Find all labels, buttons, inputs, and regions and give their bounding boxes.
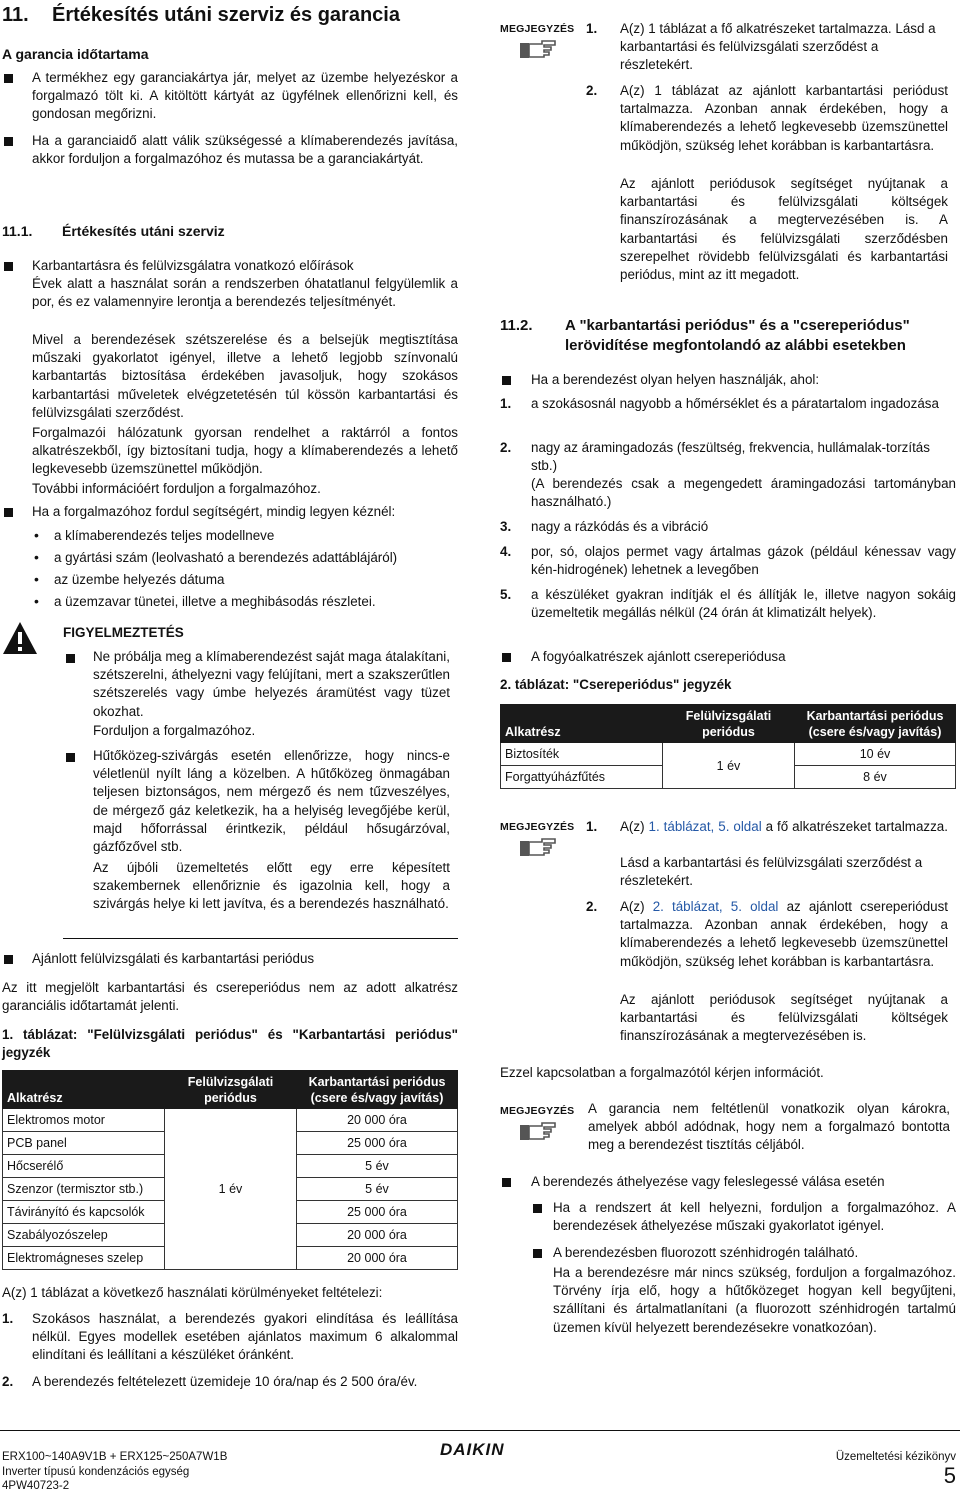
note-label: MEGJEGYZÉS [500,23,575,35]
table1-cell-maint: 20 000 óra [297,1224,458,1247]
note2-item-1: A(z) 1. táblázat, 5. oldal a fő alkatrészeket tartalmazza. [620,819,948,834]
table-1 [2,1070,458,1270]
consumables-bullet: A fogyóalkatrészek ajánlott csereperiódusa [531,649,786,664]
note-label: MEGJEGYZÉS [500,821,575,833]
warning-title: FIGYELMEZTETÉS [63,625,184,640]
note-label: MEGJEGYZÉS [500,1105,575,1117]
subsection-title: Értékesítés utáni szerviz [62,223,225,239]
note-number: 1. [586,21,598,36]
condition-item: a készüléket gyakran indítják el és állítják le, illetve nagyon sokáig üzemeltetik megállás nélkül (24 órán át klimatizált helyek). [531,587,956,621]
bullet-square-icon [4,508,13,517]
table2-cell-part: Biztosíték [501,743,663,766]
note-number: 1. [586,819,598,834]
assumptions-intro: A(z) 1 táblázat a következő használati körülményeket feltételezi: [2,1285,383,1300]
dot-bullet: • [34,593,39,609]
relocation-item-2b: Ha a berendezésre már nincs szükség, forduljon a forgalmazóhoz. Törvény írja elő, hogy a hűtőközeget hogyan kell begyűjteni, szállítani és ártalmatlanítani (a fluorozott szénhidrogén tartalmú üzemen kívül helyezett berendezésekre vonatkozóan). [553,1265,956,1335]
warning-item-2b: Az újbóli üzemeltetés előtt egy erre képesített szakembernek ellenőriznie és igazolnia kell, hogy a szivárgás helye ki lett javítva, és a berendezés használható. [93,860,450,912]
warranty-heading: A garancia időtartama [2,46,149,62]
maintenance-para-3: Forgalmazói hálózatunk gyorsan rendelhet a raktárról a fontos alkatrészekből, így biztosítani tudja, hogy a klímaberendezés a lehető legkevesebb üzemszünettel működjön. [32,425,458,477]
checklist-item: a klímaberendezés teljes modellneve [54,528,275,543]
note1-item-2a: A(z) 1 táblázat az ajánlott karbantartási periódust tartalmazza. Azonban annak érdekében, hogy a klímaberendezés a lehető legkevesebb üzemszünettel működjön, szükség lehet korábban is karbantartásra. [620,83,948,153]
bullet-square-icon [533,1204,542,1213]
note2-item-1b: Lásd a karbantartási és felülvizsgálati szerződést a részletekért. [620,855,923,889]
subsection2-number: 11.2. [500,317,533,334]
checklist-item: az üzembe helyezés dátuma [54,572,225,587]
table-2 [500,704,956,789]
contact-dealer-text: Ezzel kapcsolatban a forgalmazótól kérjen információt. [500,1065,824,1080]
bullet-square-icon [66,654,75,663]
bullet-square-icon [4,137,13,146]
period-bullet: Ajánlott felülvizsgálati és karbantartási periódus [32,951,315,966]
table1-cell-maint: 20 000 óra [297,1247,458,1270]
bullet-square-icon [533,1249,542,1258]
warning-triangle-icon [2,620,38,656]
warning-item-1b: Forduljon a forgalmazóhoz. [93,723,256,738]
table1-cell-part: PCB panel [3,1132,165,1155]
assumption-item-2: A berendezés feltételezett üzemideje 10 óra/nap és 2 500 óra/év. [32,1374,418,1389]
table2-cell-maint: 10 év [795,743,956,766]
page-ref-link[interactable]: 5. oldal [718,819,762,834]
relocation-item-1: Ha a rendszert át kell helyezni, forduljon a forgalmazóhoz. A berendezések áthelyezése műszaki gyakorlatot igényel. [553,1200,956,1234]
table2-cell-part: Forgattyúházfűtés [501,766,663,789]
condition-number: 5. [500,587,512,602]
assumption-number: 2. [2,1374,14,1389]
dot-bullet: • [34,527,39,543]
maintenance-para-2: Mivel a berendezések szétszerelése és a belsejük megtisztítása műszaki gyakorlatot igényel, illetve a lehető legjobb színvonalú karbantartás biztosítása érdekében javasoljuk, hogy szokásos karbantartási műveletek elvégzetetésén túl kössön karbantartási és felülvizsgálati szerződést. [32,332,458,420]
table-ref-link[interactable]: 2. táblázat, [652,899,723,914]
condition-item-extra: (A berendezés csak a megengedett áramingadozási tartományban használható.) [531,476,956,510]
condition-item: nagy az áramingadozás (feszültség, frekvencia, hullámalak-torzítás stb.) [531,440,930,474]
maintenance-para-4: További információért forduljon a forgalmazóhoz. [32,481,321,496]
table1-header-inspection: Felülvizsgálati periódus [165,1071,297,1109]
condition-number: 1. [500,396,512,411]
bullet-square-icon [502,1178,511,1187]
table2-cell-maint: 8 év [795,766,956,789]
warranty-bullet-1: A termékhez egy garanciakártya jár, melyet az üzembe helyezéskor a forgalmazó tölt ki. A kitöltött kártyát az ügyfélnek ellenőrizni kell, és gondosan megőrizni. [32,70,458,122]
table-ref-link[interactable]: 1. táblázat, [648,819,715,834]
subsection2-title: A "karbantartási periódus" és a "csereperiódus" lerövidítése megfontolandó az alábbi esetekben [565,317,910,354]
table1-caption: 1. táblázat: "Felülvizsgálati periódus" és "Karbantartási periódus" jegyzék [2,1027,458,1061]
pointing-hand-icon [518,1120,558,1142]
footer-code: 4PW40723-2 [2,1480,70,1489]
condition-number: 2. [500,440,512,455]
warning-item-1: Ne próbálja meg a klímaberendezést saját maga átalakítani, szétszerelni, áthelyezni vagy felújítani, mert a szakszerűtlen szétszerelés vagy úmbe helyezés áramütést vagy tüzet okozhat. [93,649,450,719]
table1-cell-maint: 5 év [297,1178,458,1201]
table1-cell-maint: 25 000 óra [297,1132,458,1155]
contact-checklist-intro: Ha a forgalmazóhoz fordul segítségért, mindig legyen kéznél: [32,504,396,519]
section-number: 11. [2,4,29,26]
note-number: 2. [586,83,598,98]
table2-header-part: Alkatrész [501,705,663,743]
warning-divider [63,938,458,939]
checklist-item: a gyártási szám (leolvasható a berendezés adattáblájáról) [54,550,398,565]
assumption-number: 1. [2,1311,14,1326]
note1-item-2b: Az ajánlott periódusok segítséget nyújtanak a karbantartási és felülvizsgálati költségek finanszírozásának a megtervezésében is. A karbantartási és felülvizsgálati szerződésben szerepelhet rövidebb felülvizsgálati és karbantartási periódus, mint az itt megadott. [620,176,948,283]
warranty-bullet-2: Ha a garanciaidő alatt válik szükségessé a klímaberendezés javítása, akkor forduljon a forgalmazóhoz és mutassa be a garanciakártyát. [32,133,458,167]
table1-cell-maint: 5 év [297,1155,458,1178]
section-title: Értékesítés utáni szerviz és garancia [52,4,400,26]
table1-cell-part: Szenzor (termisztor stb.) [3,1178,165,1201]
condition-item: nagy a rázkódás és a vibráció [531,519,709,534]
pointing-hand-icon [518,38,558,60]
relocation-item-2a: A berendezésben fluorozott szénhidrogén található. [553,1245,859,1260]
checklist-item: a üzemzavar tünetei, illetve a meghibásodás részletei. [54,594,376,609]
daikin-logo: DAIKIN [440,1440,505,1459]
table2-cell-inspection: 1 év [663,743,795,789]
pointing-hand-icon [518,836,558,858]
bullet-square-icon [4,74,13,83]
page-ref-link[interactable]: 5. oldal [730,899,779,914]
note2-item-2: A(z) 2. táblázat, 5. oldal az ajánlott csereperiódust tartalmazza. Azonban annak érdekében, hogy a klímaberendezés a lehető legkevesebb üzemszünettel működjön, szükség lehet korábban is karbantartásra. [620,899,948,969]
table1-cell-maint: 20 000 óra [297,1109,458,1132]
note1-item-1: A(z) 1 táblázat a fő alkatrészeket tartalmazza. Lásd a karbantartási és felülvizsgálati szerződést a részletekért. [620,21,936,73]
warning-item-2: Hűtőközeg-szivárgás esetén ellenőrizze, hogy nincs-e véletlenül nyílt láng a közelben. A hűtőközeg önmagában teljesen biztonságos, nem mérgező és nem tűzveszélyes, de mérgező gáz keletkezik, ha a helyiség levegőjébe kerül, majd hőforrással érintkezik, például hősugárzóval, gázfőzővel stb. [93,748,450,855]
note3-text: A garancia nem feltétlenül vonatkozik olyan károkra, amelyek abból adódnak, hogy nem a forgalmazó bontotta meg a berendezést tisztítás céljából. [588,1101,950,1153]
bullet-square-icon [66,753,75,762]
subsection-number: 11.1. [2,223,33,239]
footer-description: Inverter típusú kondenzációs egység [2,1466,190,1478]
note2-item-2b: Az ajánlott periódusok segítséget nyújtanak a karbantartási és felülvizsgálati költségek finanszírozásának a megtervezésében is. [620,992,948,1044]
table1-cell-part: Elektromos motor [3,1109,165,1132]
table1-cell-inspection: 1 év [165,1109,297,1270]
dot-bullet: • [34,571,39,587]
table1-header-part: Alkatrész [3,1071,165,1109]
table1-cell-part: Szabályozószelep [3,1224,165,1247]
bullet-square-icon [502,376,511,385]
dot-bullet: • [34,549,39,565]
conditions-bullet: Ha a berendezést olyan helyen használják, ahol: [531,372,820,387]
footer-divider [0,1430,960,1431]
table1-cell-part: Hőcserélő [3,1155,165,1178]
footer-manual-title: Üzemeltetési kézikönyv [835,1451,956,1463]
footer-model: ERX100~140A9V1B + ERX125~250A7W1B [2,1451,228,1463]
table1-header-maintenance: Karbantartási periódus (csere és/vagy javítás) [297,1071,458,1109]
table2-caption: 2. táblázat: "Csereperiódus" jegyzék [500,677,732,692]
note-number: 2. [586,899,598,914]
condition-number: 3. [500,519,512,534]
table2-header-maintenance: Karbantartási periódus (csere és/vagy javítás) [795,705,956,743]
condition-item: a szokásosnál nagyobb a hőmérséklet és a páratartalom ingadozása [531,396,939,411]
bullet-square-icon [4,955,13,964]
table1-cell-part: Távirányító és kapcsolók [3,1201,165,1224]
page-number: 5 [943,1463,956,1488]
bullet-square-icon [502,653,511,662]
table1-cell-maint: 25 000 óra [297,1201,458,1224]
condition-item: por, só, olajos permet vagy ártalmas gázok (például kénessav vagy kén-hidrogének) lehetnek a levegőben [531,544,956,578]
assumption-item-1: Szokásos használat, a berendezés gyakori elindítása és leállítása nélkül. Egyes modellek esetében ajánlatos maximum 6 alkalommal elindítani és leállítani a készüléket óránként. [32,1311,458,1363]
maintenance-rules-title: Karbantartásra és felülvizsgálatra vonatkozó előírások [32,258,354,273]
bullet-square-icon [4,262,13,271]
period-intro: Az itt megjelölt karbantartási és csereperiódus nem az adott alkatrész garanciális időtartamát jelenti. [2,980,458,1014]
relocation-bullet: A berendezés áthelyezése vagy feleslegessé válása esetén [531,1174,885,1189]
maintenance-para-1: Évek alatt a használat során a rendszerben óhatatlanul felgyülemlik a por, és ez valamennyire lerontja a berendezés teljesítményét. [32,276,458,310]
table2-header-inspection: Felülvizsgálati periódus [663,705,795,743]
condition-number: 4. [500,544,512,559]
table1-cell-part: Elektromágneses szelep [3,1247,165,1270]
